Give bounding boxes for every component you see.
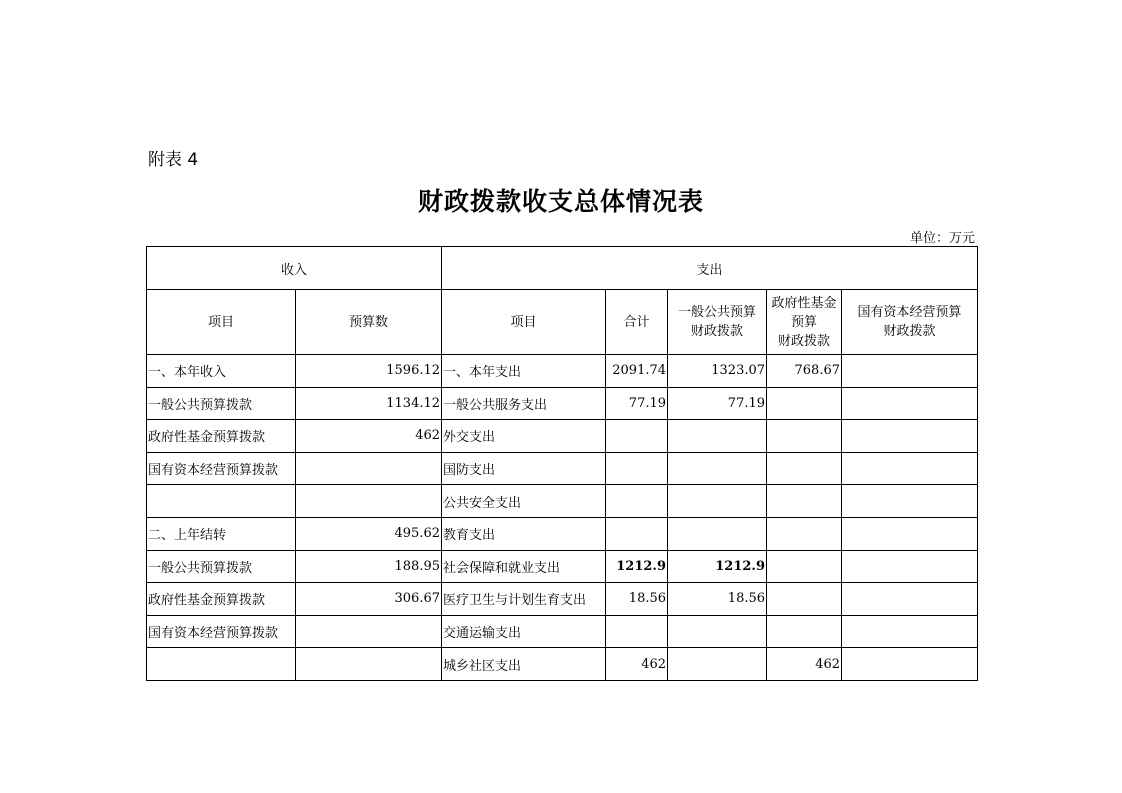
income-budget-cell: 462 [296,420,442,453]
expense-item-cell: 医疗卫生与计划生育支出 [442,583,606,616]
col-gov-fund-line1: 政府性基金 [771,295,837,311]
total-cell [606,420,668,453]
state-capital-cell [842,648,978,681]
general-budget-cell: 77.19 [668,387,767,420]
gov-fund-cell: 462 [767,648,842,681]
column-header-row [147,290,978,355]
state-capital-cell [842,550,978,583]
total-cell [606,615,668,648]
income-item-cell: 一、本年收入 [147,355,296,388]
total-cell [606,485,668,518]
col-state-capital-line1: 国有资本经营预算 [857,305,962,320]
general-budget-cell [668,452,767,485]
expense-item-cell: 社会保障和就业支出 [442,550,606,583]
col-state-capital [842,290,978,355]
state-capital-cell [842,517,978,550]
income-budget-cell [296,485,442,518]
income-item-cell: 一般公共预算拨款 [147,550,296,583]
general-budget-cell [668,420,767,453]
table-body [147,355,978,681]
table-row [147,517,978,550]
gov-fund-cell [767,452,842,485]
state-capital-cell [842,583,978,616]
income-item-cell: 国有资本经营预算拨款 [147,615,296,648]
income-budget-cell: 1596.12 [296,355,442,388]
col-gov-fund [767,290,842,355]
col-state-capital-line2: 财政拨款 [883,324,936,339]
col-general-budget-line2: 财政拨款 [691,324,744,339]
col-gov-fund-line3: 财政拨款 [778,333,831,349]
income-item-cell: 政府性基金预算拨款 [147,420,296,453]
gov-fund-cell [767,583,842,616]
income-budget-cell [296,452,442,485]
col-general-budget-line1: 一般公共预算 [678,305,757,320]
state-capital-cell [842,420,978,453]
table-row [147,583,978,616]
expense-item-cell: 交通运输支出 [442,615,606,648]
table-row [147,420,978,453]
unit-label: 单位：万元 [909,231,975,246]
income-item-cell [147,485,296,518]
table-row [147,452,978,485]
table-row [147,387,978,420]
income-budget-cell: 1134.12 [296,387,442,420]
total-cell [606,452,668,485]
expense-item-cell: 一、本年支出 [442,355,606,388]
table-row [147,615,978,648]
table-row [147,355,978,388]
income-item-cell: 一般公共预算拨款 [147,387,296,420]
general-budget-cell: 1323.07 [668,355,767,388]
col-income-budget: 预算数 [296,290,442,355]
income-item-cell: 政府性基金预算拨款 [147,583,296,616]
total-cell: 18.56 [606,583,668,616]
total-cell: 1212.9 [606,550,668,583]
page-title: 财政拨款收支总体情况表 [417,187,704,216]
table-row [147,485,978,518]
expense-group-header: 支出 [442,247,978,290]
income-budget-cell [296,648,442,681]
gov-fund-cell [767,550,842,583]
state-capital-cell [842,485,978,518]
state-capital-cell [842,452,978,485]
gov-fund-cell [767,420,842,453]
state-capital-cell [842,355,978,388]
col-income-item: 项目 [147,290,296,355]
expense-item-cell: 公共安全支出 [442,485,606,518]
expense-item-cell: 教育支出 [442,517,606,550]
gov-fund-cell [767,387,842,420]
col-gov-fund-line2: 预算 [791,314,818,330]
income-budget-cell: 495.62 [296,517,442,550]
general-budget-cell [668,648,767,681]
income-item-cell: 国有资本经营预算拨款 [147,452,296,485]
income-budget-cell: 188.95 [296,550,442,583]
total-cell [606,517,668,550]
gov-fund-cell [767,615,842,648]
expense-item-cell: 外交支出 [442,420,606,453]
expense-item-cell: 国防支出 [442,452,606,485]
total-cell: 2091.74 [606,355,668,388]
income-item-cell: 二、上年结转 [147,517,296,550]
general-budget-cell [668,485,767,518]
income-group-header: 收入 [147,247,442,290]
general-budget-cell: 18.56 [668,583,767,616]
state-capital-cell [842,387,978,420]
gov-fund-cell [767,485,842,518]
budget-table [146,246,978,681]
expense-item-cell: 一般公共服务支出 [442,387,606,420]
general-budget-cell: 1212.9 [668,550,767,583]
gov-fund-cell: 768.67 [767,355,842,388]
table-row [147,648,978,681]
gov-fund-cell [767,517,842,550]
total-cell: 462 [606,648,668,681]
group-header-row [147,247,978,290]
expense-item-cell: 城乡社区支出 [442,648,606,681]
state-capital-cell [842,615,978,648]
general-budget-cell [668,615,767,648]
income-item-cell [147,648,296,681]
table-row [147,550,978,583]
total-cell: 77.19 [606,387,668,420]
income-budget-cell [296,615,442,648]
income-budget-cell: 306.67 [296,583,442,616]
annex-label: 附表 4 [148,150,199,170]
col-total: 合计 [606,290,668,355]
col-expense-item: 项目 [442,290,606,355]
col-general-budget [668,290,767,355]
general-budget-cell [668,517,767,550]
